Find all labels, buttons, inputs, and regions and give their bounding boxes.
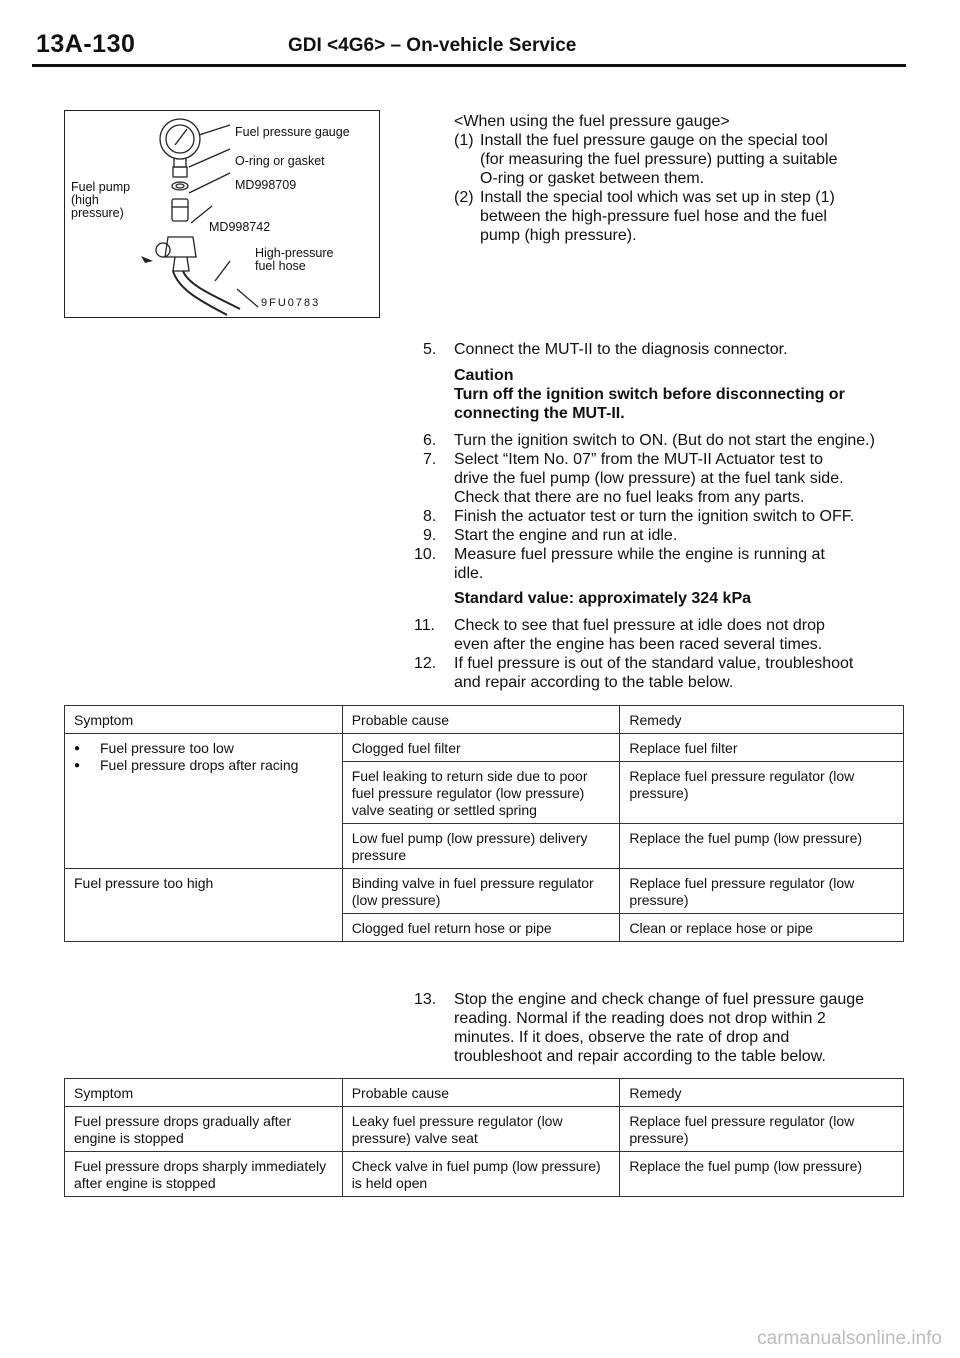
header-remedy: Remedy bbox=[620, 706, 904, 734]
table-row bbox=[65, 1152, 904, 1197]
symptom-cell: Fuel pressure too high bbox=[65, 869, 343, 942]
step-7-num: 7. bbox=[423, 451, 437, 468]
step-13-text: reading. Normal if the reading does not drop within 2 bbox=[454, 1010, 826, 1027]
troubleshoot-table-2 bbox=[64, 1078, 904, 1197]
leader-gauge bbox=[199, 125, 230, 135]
label-pump-line2: (high bbox=[71, 193, 99, 207]
table-header-row bbox=[65, 1079, 904, 1107]
label-part2: MD998742 bbox=[209, 220, 271, 234]
leader-fig-id bbox=[237, 289, 258, 307]
header-cause: Probable cause bbox=[342, 706, 620, 734]
fuel-hose bbox=[183, 271, 240, 309]
site-watermark: carmanualsonline.info bbox=[757, 1328, 942, 1349]
troubleshoot-table-1 bbox=[64, 705, 904, 942]
caution-title: Caution bbox=[454, 367, 514, 384]
fuel-hose-edge bbox=[173, 271, 227, 315]
header-remedy: Remedy bbox=[620, 1079, 904, 1107]
fitting-port bbox=[156, 243, 170, 257]
label-pump-line3: pressure) bbox=[71, 206, 124, 220]
cause-cell: Check valve in fuel pump (low pressure) is held open bbox=[342, 1152, 620, 1197]
symptom-bullet: ● Fuel pressure too low bbox=[74, 740, 333, 757]
gauge-step2-line: pump (high pressure). bbox=[480, 227, 637, 244]
fitting-branch bbox=[173, 257, 189, 271]
caution-text: Turn off the ignition switch before disconnecting or bbox=[454, 386, 845, 403]
step-13 bbox=[412, 990, 912, 1070]
leader-hose bbox=[215, 261, 230, 281]
gauge-nut bbox=[173, 167, 187, 177]
gauge-heading: <When using the fuel pressure gauge> bbox=[454, 113, 730, 130]
remedy-cell: Replace fuel filter bbox=[620, 734, 904, 762]
cause-cell: Leaky fuel pressure regulator (low pressure) valve seat bbox=[342, 1107, 620, 1152]
step-7-text: drive the fuel pump (low pressure) at the fuel tank side. bbox=[454, 470, 844, 487]
symptom-cell bbox=[65, 734, 343, 869]
leader-part1 bbox=[189, 173, 230, 193]
step-7-text: Select “Item No. 07” from the MUT-II Actuator test to bbox=[454, 451, 824, 468]
oring-hole bbox=[176, 184, 184, 188]
step-6-num: 6. bbox=[423, 432, 437, 449]
table-row bbox=[65, 1107, 904, 1152]
oring-part bbox=[172, 182, 188, 190]
gauge-step1-line: Install the fuel pressure gauge on the special tool bbox=[480, 132, 828, 149]
step-12-num: 12. bbox=[414, 655, 437, 672]
label-pump-line1: Fuel pump bbox=[71, 180, 131, 194]
page-header bbox=[32, 30, 910, 66]
gauge-needle bbox=[175, 129, 187, 145]
gauge-step1-line: (for measuring the fuel pressure) putting a suitable bbox=[480, 151, 838, 168]
label-hose-line1: High-pressure bbox=[255, 246, 334, 260]
step-9-text: Start the engine and run at idle. bbox=[454, 527, 678, 544]
remedy-cell: Replace the fuel pump (low pressure) bbox=[620, 824, 904, 869]
cause-cell: Low fuel pump (low pressure) delivery pressure bbox=[342, 824, 620, 869]
step-10-text: idle. bbox=[454, 565, 484, 582]
procedure-steps bbox=[412, 340, 912, 690]
figure-id: 9FU0783 bbox=[261, 297, 321, 309]
header-symptom: Symptom bbox=[65, 1079, 343, 1107]
gauge-step2-line: Install the special tool which was set up in step (1) bbox=[480, 189, 835, 206]
header-cause: Probable cause bbox=[342, 1079, 620, 1107]
gauge-step2-num: (2) bbox=[454, 189, 474, 206]
step-12-text: If fuel pressure is out of the standard value, troubleshoot bbox=[454, 655, 854, 672]
table-header-row bbox=[65, 706, 904, 734]
page-number: 13A-130 bbox=[36, 30, 136, 58]
caution-text: connecting the MUT-II. bbox=[454, 405, 625, 422]
label-part1: MD998709 bbox=[235, 178, 297, 192]
step-7-text: Check that there are no fuel leaks from any parts. bbox=[454, 489, 805, 506]
page-title: GDI <4G6> – On-vehicle Service bbox=[288, 35, 577, 56]
step-11-text: even after the engine has been raced several times. bbox=[454, 636, 823, 653]
step-5-num: 5. bbox=[423, 341, 437, 358]
remedy-cell: Replace the fuel pump (low pressure) bbox=[620, 1152, 904, 1197]
cause-cell: Clogged fuel return hose or pipe bbox=[342, 914, 620, 942]
fuel-gauge-figure bbox=[64, 110, 380, 318]
step-9-num: 9. bbox=[423, 527, 437, 544]
standard-value: Standard value: approximately 324 kPa bbox=[454, 590, 752, 607]
step-13-text: minutes. If it does, observe the rate of drop and bbox=[454, 1029, 790, 1046]
step-8-text: Finish the actuator test or turn the ignition switch to OFF. bbox=[454, 508, 855, 525]
step-8-num: 8. bbox=[423, 508, 437, 525]
symptom-bullet: ● Fuel pressure drops after racing bbox=[74, 757, 333, 774]
gauge-steps bbox=[412, 112, 912, 282]
label-hose-line2: fuel hose bbox=[255, 259, 306, 273]
gauge-step2-line: between the high-pressure fuel hose and the fuel bbox=[480, 208, 827, 225]
header-rule bbox=[32, 64, 906, 67]
cause-cell: Clogged fuel filter bbox=[342, 734, 620, 762]
cause-cell: Fuel leaking to return side due to poor fuel pressure regulator (low pressure) valve seating or settled spring bbox=[342, 762, 620, 824]
arrow-icon bbox=[141, 256, 153, 263]
remedy-cell: Clean or replace hose or pipe bbox=[620, 914, 904, 942]
step-13-text: troubleshoot and repair according to the table below. bbox=[454, 1048, 826, 1065]
step-11-text: Check to see that fuel pressure at idle does not drop bbox=[454, 617, 825, 634]
gauge-step1-num: (1) bbox=[454, 132, 474, 149]
step-11-num: 11. bbox=[414, 617, 436, 634]
table-row bbox=[65, 869, 904, 914]
step-10-text: Measure fuel pressure while the engine is running at bbox=[454, 546, 825, 563]
table-row bbox=[65, 734, 904, 762]
remedy-cell: Replace fuel pressure regulator (low pressure) bbox=[620, 869, 904, 914]
step-13-num: 13. bbox=[414, 991, 437, 1008]
symptom-cell: Fuel pressure drops gradually after engine is stopped bbox=[65, 1107, 343, 1152]
adapter-part bbox=[172, 199, 188, 221]
step-6-text: Turn the ignition switch to ON. (But do not start the engine.) bbox=[454, 432, 875, 449]
header-symptom: Symptom bbox=[65, 706, 343, 734]
label-oring: O-ring or gasket bbox=[235, 154, 325, 168]
gauge-step1-line: O-ring or gasket between them. bbox=[480, 170, 705, 187]
label-gauge: Fuel pressure gauge bbox=[235, 125, 350, 139]
step-12-text: and repair according to the table below. bbox=[454, 674, 734, 691]
remedy-cell: Replace fuel pressure regulator (low pressure) bbox=[620, 762, 904, 824]
step-10-num: 10. bbox=[414, 546, 437, 563]
remedy-cell: Replace fuel pressure regulator (low pressure) bbox=[620, 1107, 904, 1152]
symptom-cell: Fuel pressure drops sharply immediately after engine is stopped bbox=[65, 1152, 343, 1197]
step-5-text: Connect the MUT-II to the diagnosis connector. bbox=[454, 341, 788, 358]
step-13-text: Stop the engine and check change of fuel pressure gauge bbox=[454, 991, 865, 1008]
cause-cell: Binding valve in fuel pressure regulator (low pressure) bbox=[342, 869, 620, 914]
